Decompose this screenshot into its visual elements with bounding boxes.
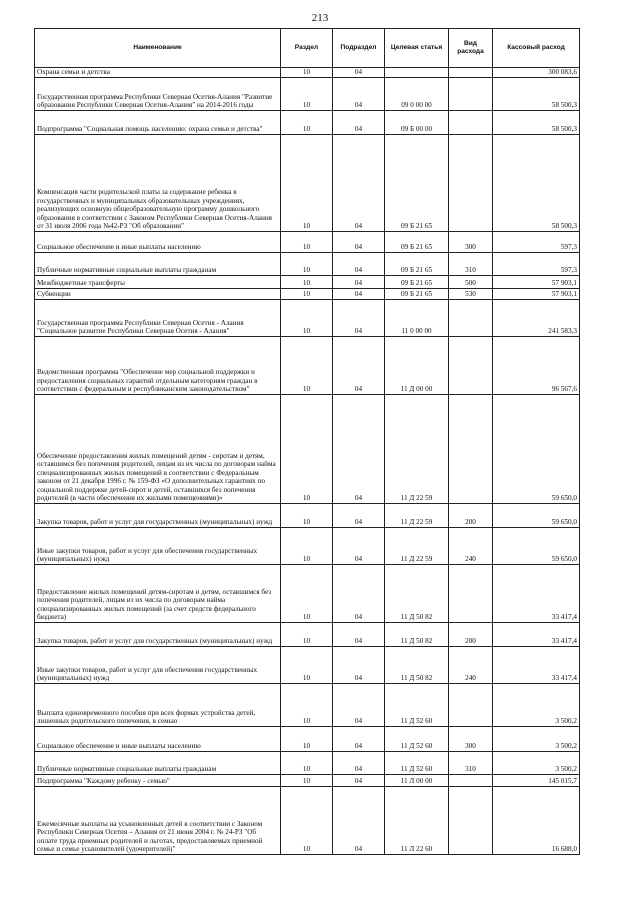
table-row: [35, 622, 580, 646]
row-section: 10: [281, 527, 333, 564]
row-name: Ежемесячные выплаты на усыновленных детей в соответствии с Законом Республики Северная Осетия – Алания от 21 июня 2004 г. № 24-РЗ "Об оплате труда приемных родителей и льготах, предоставляемых приемной семье и семье усыновителей (удочерителей)": [35, 786, 281, 854]
table-row: [35, 275, 580, 288]
row-target: 09 0 00 00: [385, 77, 449, 110]
table-row: [35, 683, 580, 726]
row-name: Ведомственная программа "Обеспечение мер социальной поддержки и предоставления социальных гарантий отдельным категориям граждан в соответствии с федеральным и республиканским законодательством": [35, 336, 281, 394]
row-name: Подпрограмма "Каждому ребенку - семью": [35, 774, 281, 786]
row-target: 11 Л 22 60: [385, 786, 449, 854]
row-expense-type: [449, 683, 493, 726]
row-name: Закупка товаров, работ и услуг для государственных (муниципальных) нужд: [35, 503, 281, 527]
row-subsection: 04: [333, 288, 385, 299]
row-name: Закупка товаров, работ и услуг для государственных (муниципальных) нужд: [35, 622, 281, 646]
row-name: Выплата единовременного пособия при всех формах устройства детей, лишенных родительского попечения, в семью: [35, 683, 281, 726]
row-amount: 300 083,6: [493, 68, 580, 78]
row-subsection: 04: [333, 252, 385, 275]
row-target: 11 Д 22 59: [385, 527, 449, 564]
row-target: 11 Л 00 00: [385, 774, 449, 786]
row-subsection: 04: [333, 394, 385, 503]
row-amount: 59 650,0: [493, 503, 580, 527]
row-section: 10: [281, 288, 333, 299]
row-amount: 33 417,4: [493, 622, 580, 646]
row-subsection: 04: [333, 527, 385, 564]
column-header-expense-type: Вид расхода: [449, 29, 493, 68]
row-target: 09 Б 00 00: [385, 110, 449, 134]
table-row: [35, 336, 580, 394]
row-expense-type: 310: [449, 252, 493, 275]
row-section: 10: [281, 726, 333, 751]
table-row: [35, 110, 580, 134]
row-subsection: 04: [333, 683, 385, 726]
row-subsection: 04: [333, 774, 385, 786]
row-name: Подпрограмма "Социальная помощь населению: охрана семьи и детства": [35, 110, 281, 134]
row-section: 10: [281, 683, 333, 726]
row-section: 10: [281, 751, 333, 774]
row-expense-type: [449, 110, 493, 134]
row-expense-type: 500: [449, 275, 493, 288]
row-target: 11 Д 50 82: [385, 622, 449, 646]
row-amount: 57 903,1: [493, 288, 580, 299]
column-header-name: Наименование: [35, 29, 281, 68]
row-amount: 57 903,1: [493, 275, 580, 288]
row-expense-type: 200: [449, 622, 493, 646]
row-subsection: 04: [333, 503, 385, 527]
row-amount: 58 500,3: [493, 110, 580, 134]
row-name: Иные закупки товаров, работ и услуг для обеспечения государственных (муниципальных) нужд: [35, 527, 281, 564]
row-amount: 59 650,0: [493, 527, 580, 564]
row-amount: 241 583,3: [493, 299, 580, 336]
table-row: [35, 774, 580, 786]
row-name: Компенсация части родительской платы за содержание ребенка в государственных и муниципальных образовательных учреждениях, реализующих основную общеобразовательную программу дошкольного образования в соответствии с Законом Республики Северная Осетия-Алания от 31 июля 2006 года №42-РЗ "Об образовании": [35, 134, 281, 231]
row-amount: 58 500,3: [493, 77, 580, 110]
row-name: Межбюджетные трансферты: [35, 275, 281, 288]
table-row: [35, 288, 580, 299]
table-row: [35, 77, 580, 110]
table-row: [35, 564, 580, 622]
row-name: Социальное обеспечение и иные выплаты населению: [35, 231, 281, 252]
row-subsection: 04: [333, 646, 385, 683]
row-section: 10: [281, 564, 333, 622]
row-expense-type: 240: [449, 527, 493, 564]
row-target: 11 Д 50 82: [385, 646, 449, 683]
row-name: Публичные нормативные социальные выплаты гражданам: [35, 751, 281, 774]
row-subsection: 04: [333, 336, 385, 394]
row-expense-type: [449, 134, 493, 231]
row-expense-type: [449, 299, 493, 336]
row-section: 10: [281, 275, 333, 288]
row-expense-type: 240: [449, 646, 493, 683]
row-section: 10: [281, 77, 333, 110]
row-name: Публичные нормативные социальные выплаты гражданам: [35, 252, 281, 275]
row-subsection: 04: [333, 231, 385, 252]
row-section: 10: [281, 134, 333, 231]
row-subsection: 04: [333, 134, 385, 231]
row-amount: 597,3: [493, 252, 580, 275]
table-row: [35, 299, 580, 336]
row-expense-type: [449, 774, 493, 786]
row-subsection: 04: [333, 786, 385, 854]
row-section: 10: [281, 252, 333, 275]
column-header-subsection: Подраздел: [333, 29, 385, 68]
row-expense-type: [449, 68, 493, 78]
row-section: 10: [281, 394, 333, 503]
table-row: [35, 394, 580, 503]
table-header-row: [35, 29, 580, 68]
row-target: 09 Б 21 65: [385, 231, 449, 252]
row-subsection: 04: [333, 622, 385, 646]
row-target: 09 Б 21 65: [385, 275, 449, 288]
table-row: [35, 231, 580, 252]
row-amount: 33 417,4: [493, 564, 580, 622]
row-amount: 3 500,2: [493, 683, 580, 726]
table-row: [35, 134, 580, 231]
table-row: [35, 786, 580, 854]
page-number: 213: [311, 12, 329, 24]
row-amount: 33 417,4: [493, 646, 580, 683]
row-section: 10: [281, 622, 333, 646]
row-section: 10: [281, 646, 333, 683]
row-name: Иные закупки товаров, работ и услуг для обеспечения государственных (муниципальных) нужд: [35, 646, 281, 683]
table-row: [35, 646, 580, 683]
column-header-target: Целевая статья: [385, 29, 449, 68]
row-expense-type: 310: [449, 751, 493, 774]
row-name: Обеспечение предоставления жилых помещений детям - сиротам и детям, оставшимся без попечения родителей, лицам из их числа по договорам найма специализированных жилых помещений в соответствии с Федеральным законом от 21 декабря 1996 г. № 159-ФЗ «О дополнительных гарантиях по социальной поддержке детей-сирот и детей, оставшихся без попечения родителей (в части обеспечения их жилыми помещениями)»: [35, 394, 281, 503]
row-subsection: 04: [333, 726, 385, 751]
row-amount: 96 567,6: [493, 336, 580, 394]
row-target: 11 Д 52 60: [385, 683, 449, 726]
row-target: 09 Б 21 65: [385, 252, 449, 275]
row-subsection: 04: [333, 68, 385, 78]
row-subsection: 04: [333, 564, 385, 622]
row-name: Государственная программа Республики Северная Осетия-Алания "Развитие образования Республики Северная Осетия-Алания" на 2014-2016 годы: [35, 77, 281, 110]
table-row: [35, 68, 580, 78]
row-section: 10: [281, 503, 333, 527]
row-expense-type: 530: [449, 288, 493, 299]
row-subsection: 04: [333, 77, 385, 110]
row-expense-type: [449, 564, 493, 622]
row-expense-type: [449, 336, 493, 394]
column-header-section: Раздел: [281, 29, 333, 68]
row-name: Субвенции: [35, 288, 281, 299]
row-subsection: 04: [333, 275, 385, 288]
row-target: 11 Д 52 60: [385, 751, 449, 774]
row-target: 11 Д 22 59: [385, 503, 449, 527]
table-row: [35, 726, 580, 751]
row-expense-type: 200: [449, 503, 493, 527]
column-header-amount: Кассовый расход: [493, 29, 580, 68]
row-amount: 58 500,3: [493, 134, 580, 231]
row-expense-type: 300: [449, 726, 493, 751]
table-row: [35, 503, 580, 527]
row-expense-type: [449, 77, 493, 110]
row-target: 11 Д 00 00: [385, 336, 449, 394]
row-target: 09 Б 21 65: [385, 134, 449, 231]
row-target: 11 Д 52 60: [385, 726, 449, 751]
row-target: [385, 68, 449, 78]
budget-expense-table: [34, 28, 580, 855]
row-section: 10: [281, 774, 333, 786]
row-section: 10: [281, 786, 333, 854]
row-target: 11 Д 22 59: [385, 394, 449, 503]
row-amount: 597,3: [493, 231, 580, 252]
row-amount: 3 500,2: [493, 751, 580, 774]
row-subsection: 04: [333, 751, 385, 774]
row-amount: 59 650,0: [493, 394, 580, 503]
row-amount: 3 500,2: [493, 726, 580, 751]
row-subsection: 04: [333, 299, 385, 336]
row-name: Социальное обеспечение и иные выплаты населению: [35, 726, 281, 751]
row-section: 10: [281, 336, 333, 394]
row-section: 10: [281, 68, 333, 78]
row-amount: 16 688,0: [493, 786, 580, 854]
row-amount: 145 015,7: [493, 774, 580, 786]
row-name: Государственная программа Республики Северная Осетия - Алания "Социальное развитие Республики Северная Осетия - Алания": [35, 299, 281, 336]
row-expense-type: 300: [449, 231, 493, 252]
row-target: 09 Б 21 65: [385, 288, 449, 299]
row-section: 10: [281, 299, 333, 336]
row-name: Охрана семьи и детства: [35, 68, 281, 78]
row-subsection: 04: [333, 110, 385, 134]
row-section: 10: [281, 110, 333, 134]
row-name: Предоставление жилых помещений детям-сиротам и детям, оставшимся без попечения родителей, лицам из их числа по договорам найма специализированных жилых помещений (за счет средств федерального бюджета): [35, 564, 281, 622]
row-expense-type: [449, 786, 493, 854]
row-expense-type: [449, 394, 493, 503]
table-row: [35, 252, 580, 275]
table-row: [35, 751, 580, 774]
row-target: 11 Д 50 82: [385, 564, 449, 622]
row-target: 11 0 00 00: [385, 299, 449, 336]
table-row: [35, 527, 580, 564]
row-section: 10: [281, 231, 333, 252]
